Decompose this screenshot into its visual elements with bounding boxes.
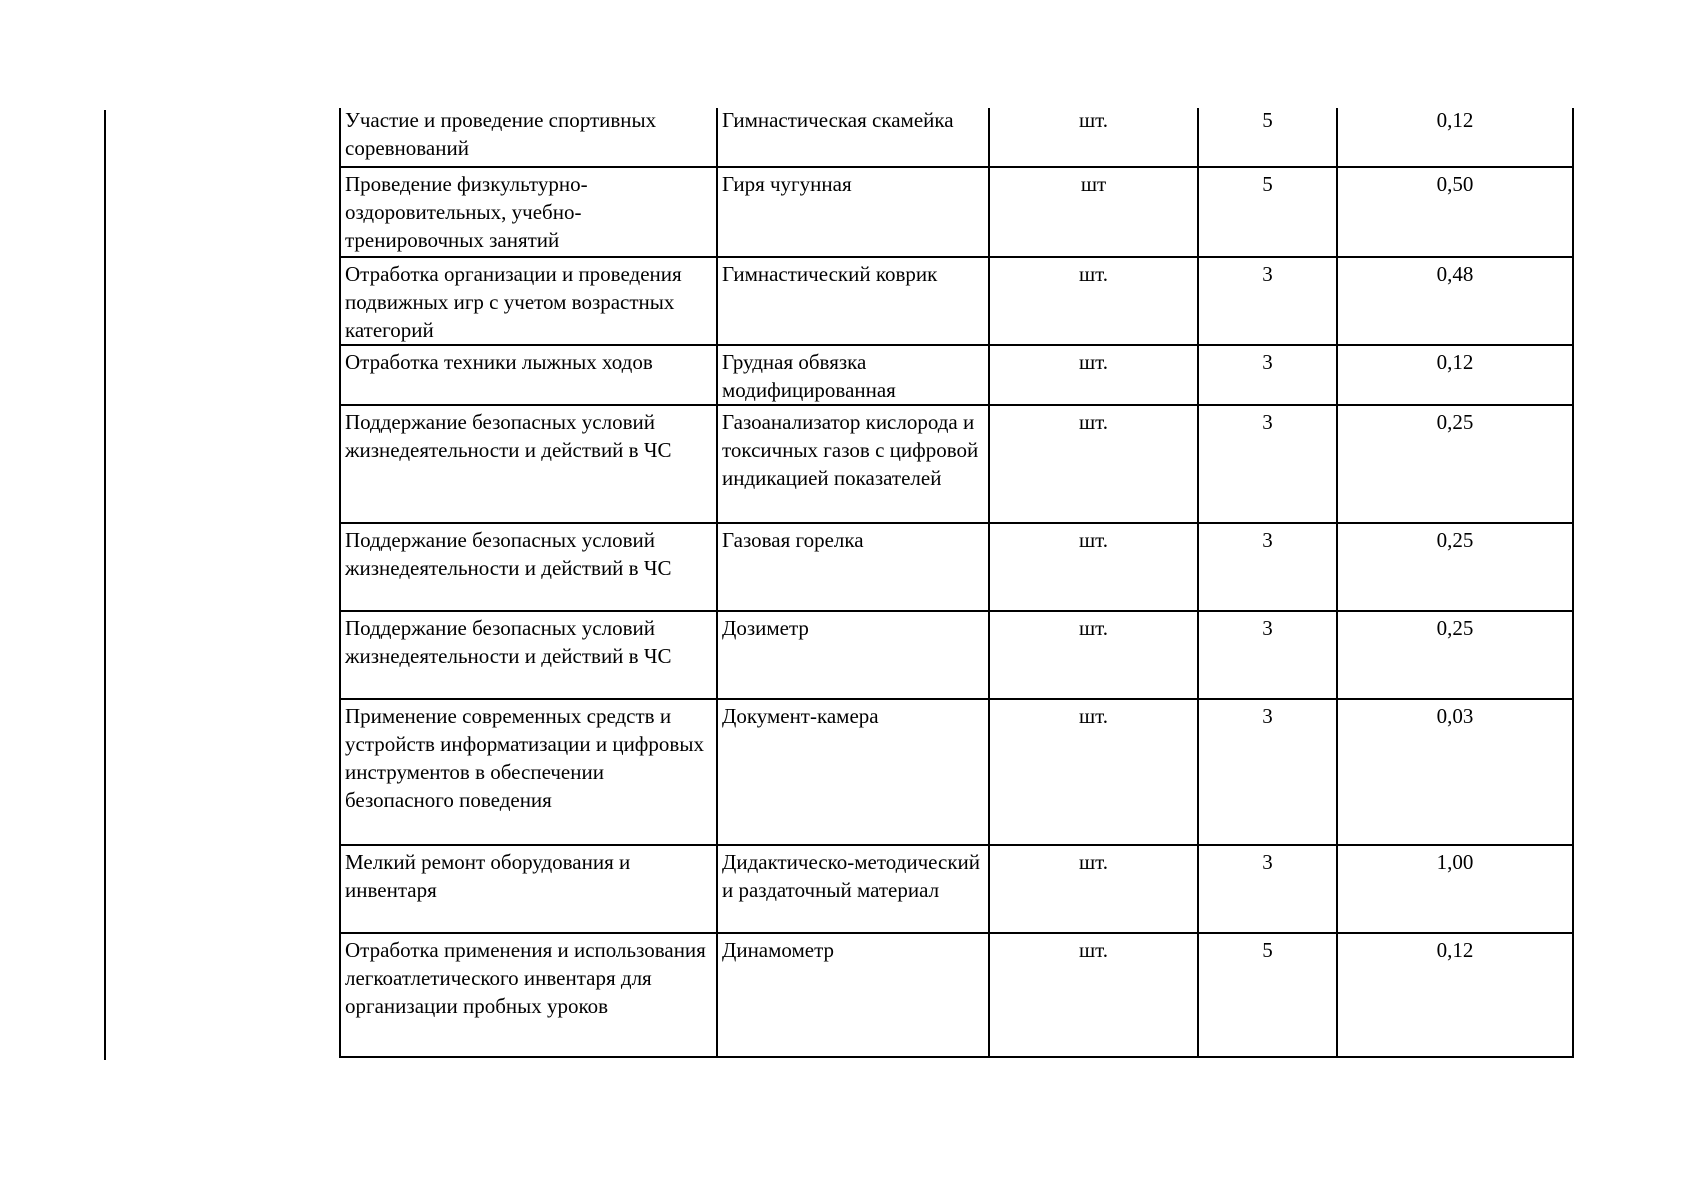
item-cell: Гимнастический коврик (717, 257, 989, 345)
unit-cell: шт. (989, 108, 1198, 167)
unit-cell: шт. (989, 405, 1198, 523)
qty-cell: 3 (1198, 257, 1337, 345)
activity-cell: Поддержание безопасных условий жизнедеятельности и действий в ЧС (340, 611, 717, 699)
unit-cell: шт. (989, 257, 1198, 345)
activity-cell: Мелкий ремонт оборудования и инвентаря (340, 845, 717, 933)
table-row (340, 933, 1573, 1057)
equipment-table (339, 108, 1574, 1058)
unit-cell: шт (989, 167, 1198, 257)
unit-cell: шт. (989, 933, 1198, 1057)
table-row (340, 345, 1573, 405)
activity-cell: Отработка техники лыжных ходов (340, 345, 717, 405)
table-row (340, 405, 1573, 523)
item-cell: Гимнастическая скамейка (717, 108, 989, 167)
table-row (340, 523, 1573, 611)
unit-cell: шт. (989, 611, 1198, 699)
unit-cell: шт. (989, 699, 1198, 845)
unit-cell: шт. (989, 845, 1198, 933)
qty-cell: 5 (1198, 933, 1337, 1057)
qty-cell: 3 (1198, 523, 1337, 611)
item-cell: Дидактическо-методический и раздаточный материал (717, 845, 989, 933)
share-cell: 0,50 (1337, 167, 1573, 257)
share-cell: 0,03 (1337, 699, 1573, 845)
share-cell: 0,12 (1337, 933, 1573, 1057)
margin-rule (104, 110, 106, 1060)
activity-cell: Применение современных средств и устройств информатизации и цифровых инструментов в обеспечении безопасного поведения (340, 699, 717, 845)
item-cell: Грудная обвязка модифицированная (717, 345, 989, 405)
activity-cell: Поддержание безопасных условий жизнедеятельности и действий в ЧС (340, 523, 717, 611)
share-cell: 1,00 (1337, 845, 1573, 933)
table-row (340, 611, 1573, 699)
unit-cell: шт. (989, 523, 1198, 611)
qty-cell: 5 (1198, 167, 1337, 257)
item-cell: Гиря чугунная (717, 167, 989, 257)
qty-cell: 3 (1198, 405, 1337, 523)
unit-cell: шт. (989, 345, 1198, 405)
share-cell: 0,25 (1337, 611, 1573, 699)
item-cell: Документ-камера (717, 699, 989, 845)
activity-cell: Отработка организации и проведения подвижных игр с учетом возрастных категорий (340, 257, 717, 345)
qty-cell: 3 (1198, 845, 1337, 933)
share-cell: 0,25 (1337, 405, 1573, 523)
table-row (340, 108, 1573, 167)
qty-cell: 3 (1198, 699, 1337, 845)
table-row (340, 257, 1573, 345)
share-cell: 0,48 (1337, 257, 1573, 345)
activity-cell: Участие и проведение спортивных соревнований (340, 108, 717, 167)
activity-cell: Поддержание безопасных условий жизнедеятельности и действий в ЧС (340, 405, 717, 523)
share-cell: 0,12 (1337, 345, 1573, 405)
qty-cell: 3 (1198, 611, 1337, 699)
table-row (340, 167, 1573, 257)
qty-cell: 5 (1198, 108, 1337, 167)
item-cell: Динамометр (717, 933, 989, 1057)
item-cell: Газовая горелка (717, 523, 989, 611)
share-cell: 0,25 (1337, 523, 1573, 611)
table-row (340, 699, 1573, 845)
activity-cell: Проведение физкультурно-оздоровительных, учебно-тренировочных занятий (340, 167, 717, 257)
item-cell: Газоанализатор кислорода и токсичных газов с цифровой индикацией показателей (717, 405, 989, 523)
table-row (340, 845, 1573, 933)
share-cell: 0,12 (1337, 108, 1573, 167)
item-cell: Дозиметр (717, 611, 989, 699)
activity-cell: Отработка применения и использования легкоатлетического инвентаря для организации пробных уроков (340, 933, 717, 1057)
qty-cell: 3 (1198, 345, 1337, 405)
